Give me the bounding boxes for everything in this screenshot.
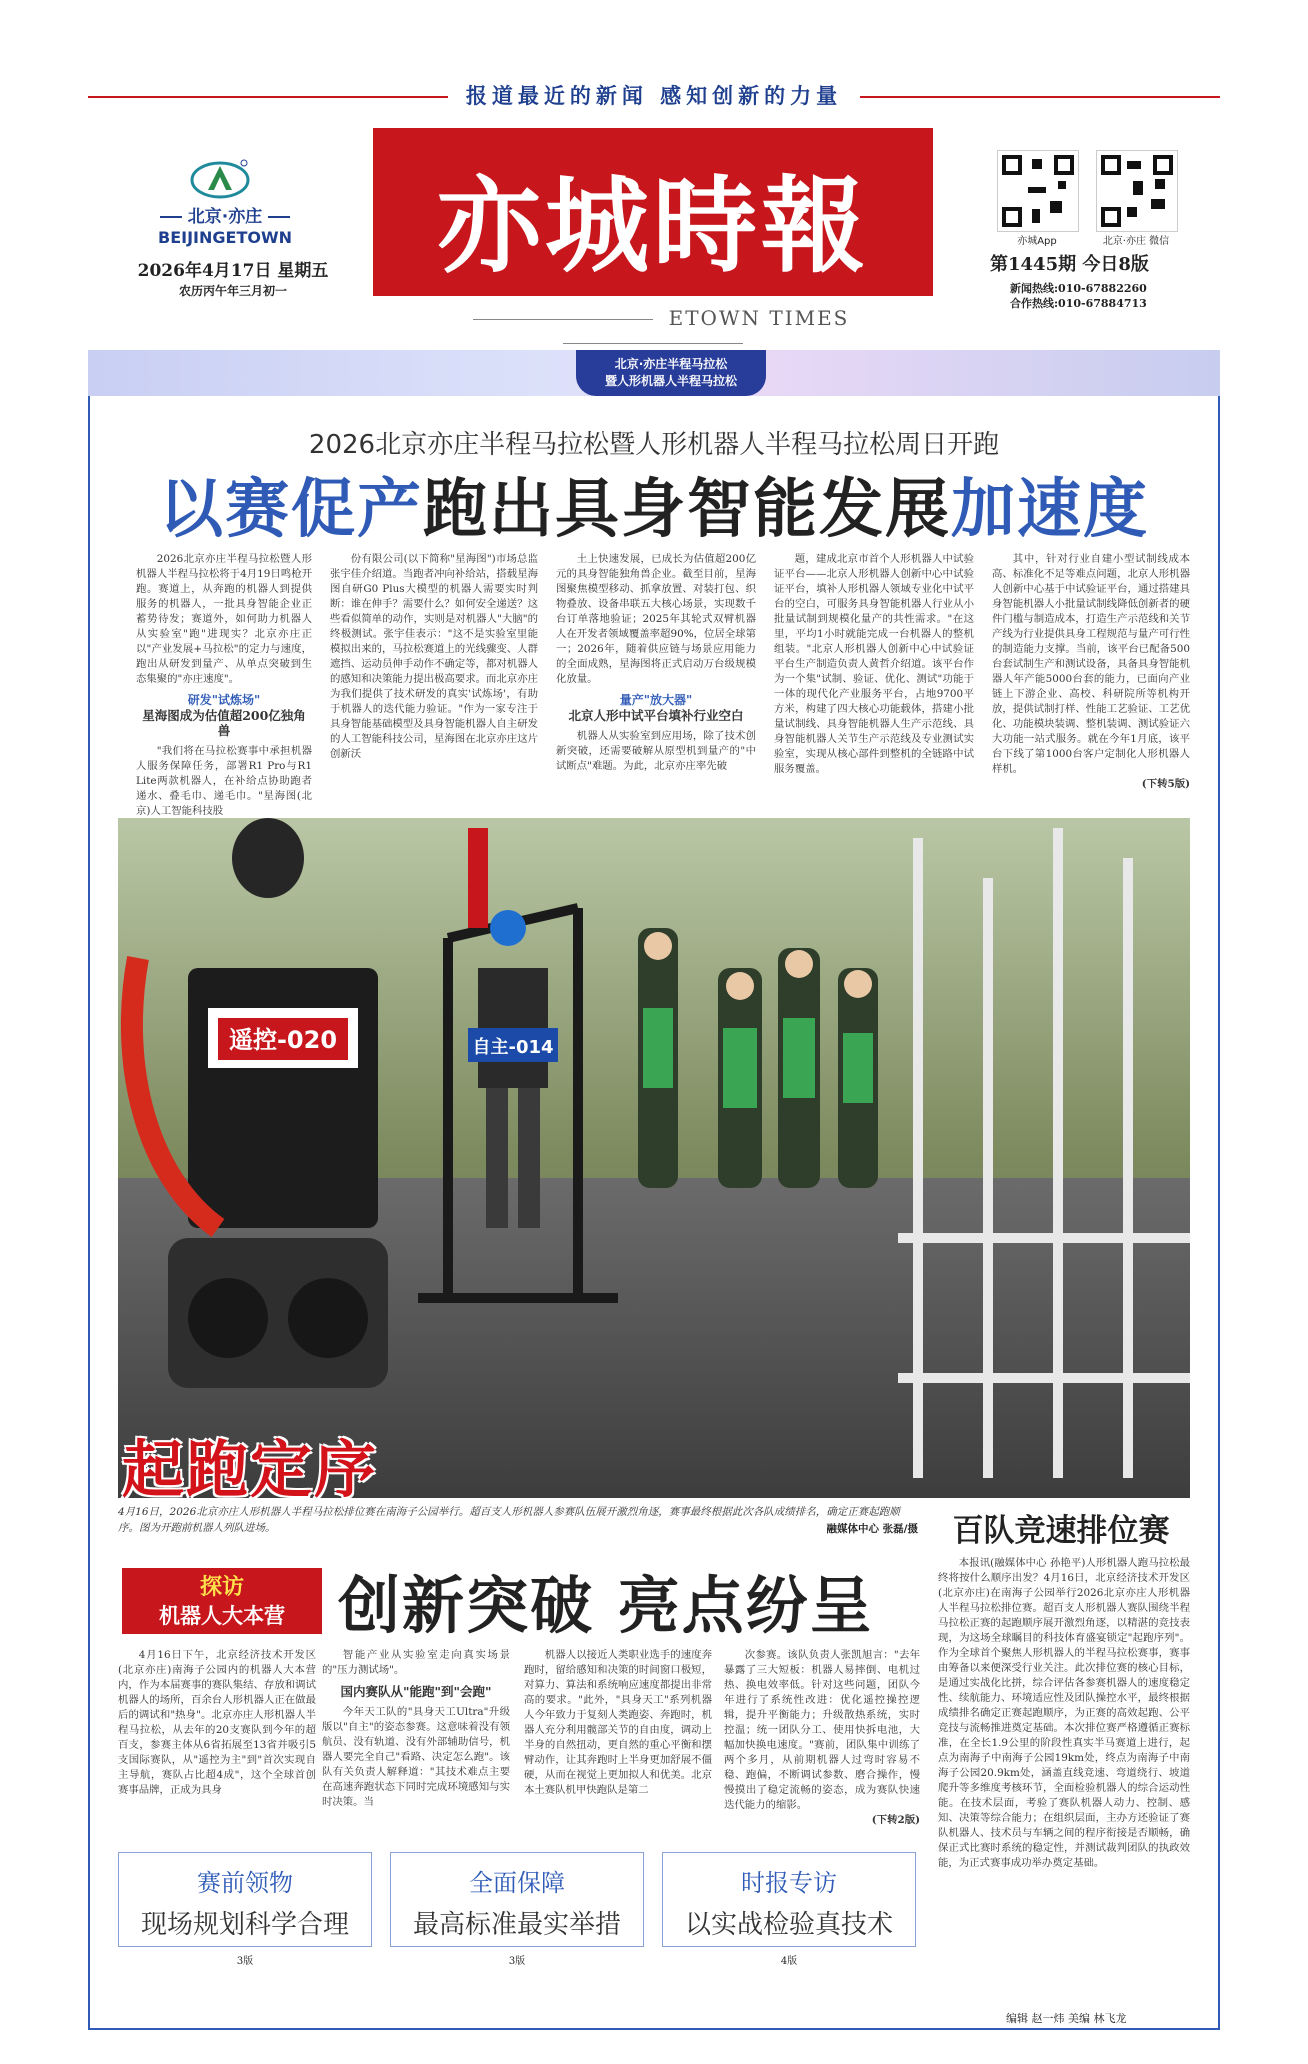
teaser-title-2: 全面保障 [469,1869,565,1897]
teaser-text-3: 以实战检验真技术 [684,1910,893,1940]
teaser-title-3: 时报专访 [741,1869,837,1897]
headline-part-a: 以赛促产 [159,472,423,547]
side-story-text: 本报讯(融媒体中心 孙艳平)人形机器人跑马拉松最终将按什么顺序出发？4月16日，北京经济技术开发区(北京亦庄)在南海子公园举行2026北京亦庄人形机器人半程马拉松排位赛。超百支人形机器人赛队围绕半程马拉松正赛的起跑顺序展开激烈角逐，以精湛的竞技表现，为这场全球瞩目的科技体育盛宴锁定"起跑序列"。作为全球首个聚焦人形机器人的半程马拉松赛事，赛事由筹备以来便深受行业关注。此次排位赛的核心目标，是通过实战化比拼，综合评估各参赛机器人的速度稳定性、续航能力、环境适应性及团队操控水平，最终根据成绩排名确定正赛起跑顺序，为正赛的高效起跑、公平竞技与流畅推进奠定基础。本次排位赛严格遵循正赛标准，在全长1.9公里的阶段性真实半马赛道上进行，起点为南海子中南海子公园19km处，终点为南海子中南海子公园20.9km处，涵盖直线竞速、弯道绕行、坡道爬升等多维度考核环节，全面检验机器人的综合运动性能。在技术层面，考验了赛队机器人动力、控制、感知、决策等综合能力；在组织层面，主办方还验证了赛队机器人、技术员与车辆之间的程序衔接是否顺畅，确保正式比赛时系统的稳定性，并测试裁判团队的执政效能，为正式赛事成功举办奠定基础。 [938,1557,1190,1869]
slogan: 报道最近的新闻 感知创新的力量 [0,80,1308,110]
lead-subhead: 2026北京亦庄半程马拉松暨人形机器人半程马拉松周日开跑 [308,430,1000,460]
lead-column-1 [136,552,312,817]
english-name: ETOWN TIMES [373,306,933,354]
lead-paragraph-3b: 机器人从实验室到应用场，除了技术创新突破，还需要破解从原型机到量产的"中试断点"难题。为此，北京亦庄率先破 [556,730,756,772]
feature-column-2 [322,1648,510,1844]
headline-part-c: 加速度 [951,472,1149,547]
teaser-text-2: 最高标准最实举措 [412,1910,621,1940]
feature-column-3 [524,1648,712,1844]
feature-headline: 创新突破 亮点纷呈 [338,1569,874,1642]
lead-column-4 [774,552,974,804]
brand-en: BEIJINGETOWN [158,228,292,247]
masthead [373,128,933,296]
teaser-box-1[interactable] [118,1852,372,1947]
continued-to-page5: (下转5版) [1141,778,1190,790]
etown-logo-icon [190,158,250,200]
feature-column-4 [724,1648,920,1844]
brand-cn: 北京·亦庄 [150,202,300,227]
lead-subtitle-1a: 研发"试炼场" [187,693,261,707]
teaser-box-3[interactable] [662,1852,916,1947]
feature-paragraph-2: 智能产业从实验室走向真实场景的"压力测试场"。 [322,1649,510,1676]
issue-number: 第1445期 今日8版 [990,254,1149,275]
teaser-page-3: 4版 [780,1956,798,1967]
lead-subtitle-3b: 北京人形中试平台填补行业空白 [568,708,744,723]
lead-paragraph-1: 2026北京亦庄半程马拉松暨人形机器人半程马拉松将于4月19日鸣枪开跑。赛道上，从奔跑的机器人到提供服务的机器人，一批具身智能企业正蓄势待发；赛道外，如何助力机器人从实验室"跑"进现实？北京亦庄正以"产业发展+马拉松"的定力与速度，跑出从研发到量产、从单点突破到生态集聚的"亦庄速度"。 [136,553,312,685]
lead-paragraph-4: 题，建成北京市首个人形机器人中试验证平台——北京人形机器人创新中心中试验证平台，填补人形机器人领域专业化中试平台的空白，可服务具身智能机器人行业从小批量试制到规模化量产的共性需求。"在这里，平均1小时就能完成一台机器人的整机组装。"北京人形机器人创新中心中试验证平台生产制造负责人黄哲介绍道。该平台作为一个集"试制、验证、优化、测试"功能于一体的现代化产业服务平台，占地9700平方米，构建了四大核心功能载体，搭建小批量试制线、具身智能机器人生产示范线、具身智能机器人关节生产示范线及专业测试实验室，实现从核心部件到整机的全链路中试服务覆盖。 [774,553,974,775]
lead-column-5 [992,552,1190,804]
lead-paragraph-1b: "我们将在马拉松赛事中承担机器人服务保障任务，部署R1 Pro与R1 Lite两款机器人，在补给点协助跑者递水、叠毛巾、递毛巾。"星海图(北京)人工智能科技股 [136,745,312,817]
lead-paragraph-2: 份有限公司(以下简称"星海图")市场总监张宇佳介绍道。当跑者冲向补给站，搭载星海图自研G0 Plus大模型的机器人需要实时判断：谁在伸手？需要什么？如何安全递送？这些看似简单的动作，实则是对机器人"大脑"的终极测试。张宇佳表示："这不是实验室里能模拟出来的，马拉松赛道上的光线骤变、人群遮挡、运动员伸手动作不确定等，都对机器人的感知和决策能力提出极高要求。而北京亦庄为我们提供了技术研发的真实'试炼场'，有助于机器人的迭代能力验证。"作为一家专注于具身智能基础模型及具身智能机器人自主研发的人工智能科技公司，星海图在北京亦庄这片创新沃 [330,553,538,760]
feature-tag-line2: 机器人大本营 [159,1603,285,1628]
news-hotline: 新闻热线:010-67882260 [1010,282,1147,295]
qr-label-wechat: 北京·亦庄 微信 [1102,236,1170,247]
qr-code-wechat-icon[interactable] [1096,150,1178,232]
side-story [938,1556,1190,2000]
feature-tag-line1: 探访 [199,1574,244,1600]
lead-headline [88,458,1220,550]
lead-photo [118,818,1190,1498]
feature-tag [122,1568,322,1634]
issue-date: 2026年4月17日 星期五 [137,261,329,281]
qr-code-app-icon[interactable] [997,150,1079,232]
lead-paragraph-3: 土上快速发展，已成长为估值超200亿元的具身智能独角兽企业。截至目前，星海图聚焦模型移动、抓拿放置、对装打包、织物叠放、设备串联五大核心场景，实现数千台订单落地验证；2025年其轮式双臂机器人在开发者领域覆盖率超90%，位居全球第一；2026年，随着供应链与场景应用能力的全面成熟，星海图将正式启动万台级规模化放量。 [556,553,756,685]
feature-column-1 [118,1648,316,1844]
teaser-title-1: 赛前领物 [197,1869,293,1897]
marathon-badge [576,350,766,396]
teaser-box-2[interactable] [390,1852,644,1947]
side-headline: 百队竞速排位赛 [952,1513,1170,1549]
business-hotline: 合作热线:010-67884713 [1010,297,1147,310]
photo-credit: 融媒体中心 张磊/摄 [826,1523,918,1535]
feature-paragraph-3: 机器人以接近人类职业选手的速度奔跑时，留给感知和决策的时间窗口极短，对算力、算法和系统响应速度都提出非常高的要求。"此外，"具身天工"系列机器人今年致力于复刻人类跑姿、奔跑时，机器人充分利用髋部关节的自由度，调动上半身的自然扭动，更自然的重心平衡和摆臂动作，让其奔跑时上半身更加舒展不僵硬，从而在视觉上更加拟人和优美。北京本土赛队机甲快跑队是第二 [524,1649,712,1796]
teaser-page-1: 3版 [236,1956,254,1967]
badge-line2: 暨人形机器人半程马拉松 [604,374,737,388]
robot-bib-remote: 遥控-020 [228,1026,338,1054]
feature-paragraph-4: 次参赛。该队负责人张凯旭言："去年暴露了三大短板：机器人易摔倒、电机过热、换电效率低。针对这些问题，团队今年进行了系统性改进：优化遥控操控逻辑，提升平衡能力；升级散热系统，实时控温；统一团队分工、使用快拆电池，大幅加快换电速度。"赛前，团队集中训练了两个多月，从前期机器人过弯时容易不稳、跑偏，不断调试参数、磨合操作，慢慢摸出了稳定流畅的姿态，成为赛队快速迭代能力的缩影。 [724,1649,920,1811]
lead-subtitle-1b: 星海图成为估值超200亿独角兽 [142,708,306,738]
newspaper-name: 亦城時報 [436,164,869,287]
lead-subtitle-3a: 量产"放大器" [619,693,693,707]
headline-part-b: 跑出具身智能发展 [423,472,951,547]
continued-to-page2: (下转2版) [871,1814,920,1826]
robot-bib-auto: 自主-014 [472,1037,554,1058]
feature-paragraph-1: 4月16日下午，北京经济技术开发区(北京亦庄)南海子公园内的机器人大本营内，作为本届赛事的赛队集结、存放和调试机器人的场所，百余台人形机器人正在做最后的调试和"热身"。北京亦庄人形机器人半程马拉松，从去年的20支赛队到今年的超百支，参赛主体从6省拓展至13省并吸引5支国际赛队，从"遥控为主"到"首次实现自主导航，赛队占比超4成"，这个全球首创赛事品牌，正成为具身 [118,1649,316,1796]
teaser-page-2: 3版 [508,1956,526,1967]
photo-caption: 4月16日，2026北京亦庄人形机器人半程马拉松排位赛在南海子公园举行。超百支人形机器人参赛队伍展开激烈角逐，赛事最终根据此次各队成绩排名，确定正赛起跑顺序。图为开跑前机器人列队进场。 [118,1506,900,1534]
robots-lineup-photo [118,818,1190,1498]
feature-paragraph-2b: 今年天工队的"具身天工Ultra"升级版以"自主"的姿态参赛。这意味着没有领航员、没有轨道、没有外部辅助信号，机器人要完全自己"看路、决定怎么跑"。该队有关负责人解释道："其技术难点主要在高速奔跑状态下同时完成环境感知与实时决策。当 [322,1706,510,1808]
qr-label-app: 亦城App [1017,236,1057,247]
teaser-text-1: 现场规划科学合理 [140,1910,349,1940]
photo-title: 起跑定序 [122,1433,379,1506]
lead-column-2 [330,552,538,804]
badge-line1: 北京·亦庄半程马拉松 [614,357,728,371]
lunar-date: 农历丙午年三月初一 [178,284,287,298]
editor-credit: 编辑 赵一炜 美编 林飞龙 [1006,2012,1127,2025]
feature-subtitle: 国内赛队从"能跑"到"会跑" [340,1684,492,1699]
lead-paragraph-5: 其中，针对行业自建小型试制线成本高、标准化不足等难点问题，北京人形机器人创新中心基于中试验证平台，通过搭建具身智能机器人小批量试制线降低创新者的硬件门槛与制造成本，打造生产示范线和关节产线为行业提供具身工程规范与量产可行性的制造能力支撑。当前，该平台已配备500台套试制生产和测试设备，具备具身智能机器人年产能5000台套的能力，已面向产业链上下游企业、高校、科研院所等机构开放，提供试制打样、性能工艺验证、工艺优化、功能模块装调、整机装调、测试验证六大功能一站式服务。就在今年1月底，该平台下线了第1000台客户定制化人形机器人样机。 [992,553,1190,775]
lead-column-3 [556,552,756,804]
